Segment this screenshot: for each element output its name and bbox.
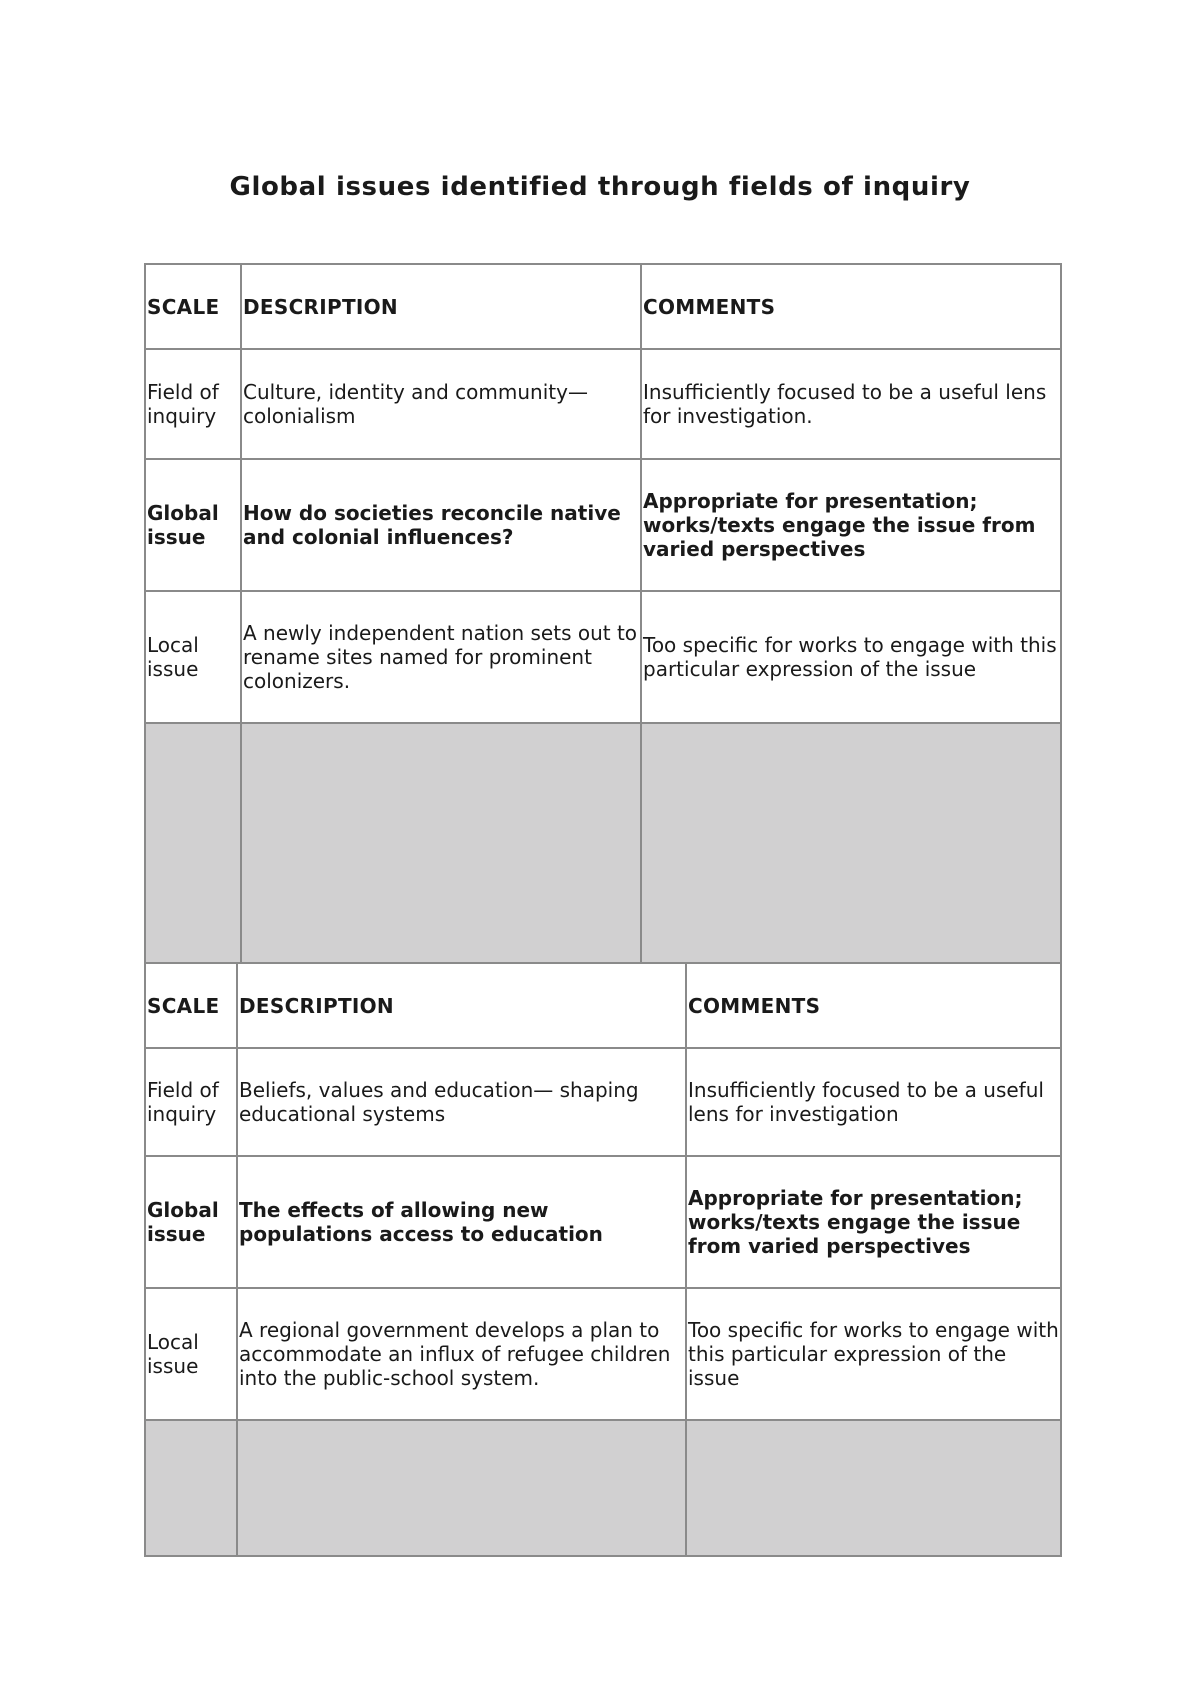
empty-cell	[241, 723, 641, 963]
description-cell: The effects of allowing new populations access to education	[237, 1156, 686, 1288]
description-cell: A regional government develops a plan to accommodate an influx of refugee children into the public-school system.	[237, 1288, 686, 1420]
empty-cell	[641, 723, 1061, 963]
header-comments: COMMENTS	[641, 264, 1061, 349]
header-description: DESCRIPTION	[237, 963, 686, 1048]
table-row-field-of-inquiry	[145, 1048, 1061, 1156]
comments-cell: Appropriate for presentation; works/texts engage the issue from varied perspectives	[641, 459, 1061, 591]
comments-cell: Too specific for works to engage with this particular expression of the issue	[641, 591, 1061, 723]
scale-cell: Field of inquiry	[145, 1048, 237, 1156]
description-cell: Beliefs, values and education— shaping educational systems	[237, 1048, 686, 1156]
comments-cell: Appropriate for presentation; works/texts engage the issue from varied perspectives	[686, 1156, 1061, 1288]
scale-cell: Field of inquiry	[145, 349, 241, 459]
page-title: Global issues identified through fields of inquiry	[229, 172, 971, 202]
table-header-row	[145, 963, 1061, 1048]
scale-cell: Global issue	[145, 459, 241, 591]
table-row-global-issue	[145, 1156, 1061, 1288]
empty-cell	[237, 1420, 686, 1556]
table-header-row	[145, 264, 1061, 349]
header-comments: COMMENTS	[686, 963, 1061, 1048]
header-scale: SCALE	[145, 264, 241, 349]
scale-cell: Local issue	[145, 1288, 237, 1420]
empty-cell	[145, 1420, 237, 1556]
issues-table-education	[144, 962, 1062, 1557]
empty-shaded-row	[145, 1420, 1061, 1556]
comments-cell: Insufficiently focused to be a useful lens for investigation	[686, 1048, 1061, 1156]
empty-cell	[145, 723, 241, 963]
empty-cell	[686, 1420, 1061, 1556]
empty-shaded-row	[145, 723, 1061, 963]
issues-table-colonialism	[144, 263, 1062, 964]
description-cell: A newly independent nation sets out to rename sites named for prominent colonizers.	[241, 591, 641, 723]
table-row-local-issue	[145, 1288, 1061, 1420]
comments-cell: Insufficiently focused to be a useful lens for investigation.	[641, 349, 1061, 459]
table-row-global-issue	[145, 459, 1061, 591]
description-cell: How do societies reconcile native and colonial influences?	[241, 459, 641, 591]
comments-cell: Too specific for works to engage with this particular expression of the issue	[686, 1288, 1061, 1420]
scale-cell: Local issue	[145, 591, 241, 723]
table-row-local-issue	[145, 591, 1061, 723]
header-scale: SCALE	[145, 963, 237, 1048]
header-description: DESCRIPTION	[241, 264, 641, 349]
description-cell: Culture, identity and community— colonialism	[241, 349, 641, 459]
table-row-field-of-inquiry	[145, 349, 1061, 459]
scale-cell: Global issue	[145, 1156, 237, 1288]
